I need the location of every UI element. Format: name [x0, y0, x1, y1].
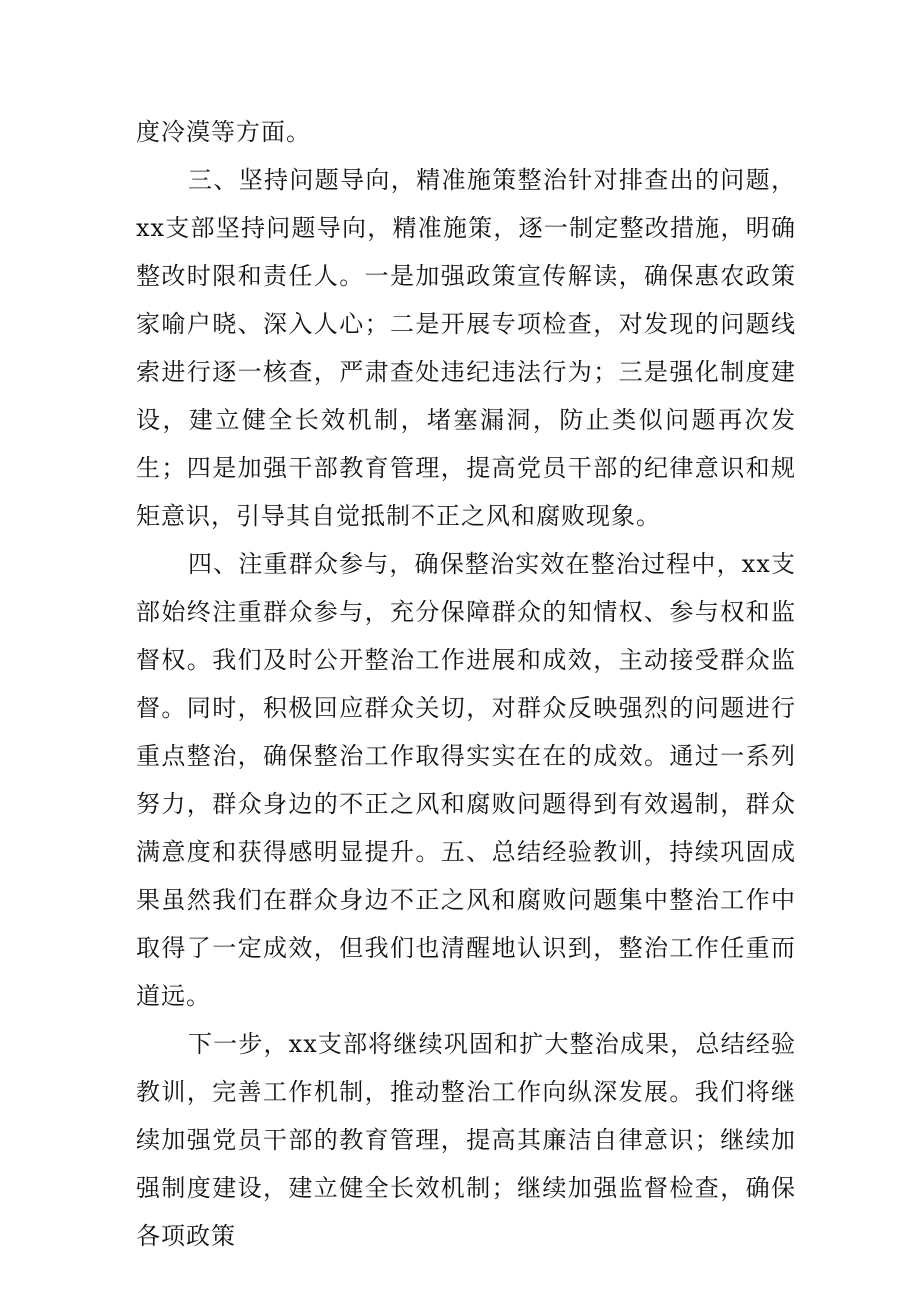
paragraph-next-steps: 下一步，xx支部将继续巩固和扩大整治成果，总结经验教训，完善工作机制，推动整治工作向纵深发展。我们将继续加强党员干部的教育管理，提高其廉洁自律意识；继续加强制度建设，建立健全长效机制；继续加强监督检查，确保各项政策: [136, 1030, 796, 1250]
document-body: [136, 108, 796, 1260]
paragraph-continuation: 度冷漠等方面。: [136, 118, 311, 146]
paragraph-section-four: 四、注重群众参与，确保整治实效在整治过程中，xx支部始终注重群众参与，充分保障群众的知情权、参与权和监督权。我们及时公开整治工作进展和成效，主动接受群众监督。同时，积极回应群众关切，对群众反映强烈的问题进行重点整治，确保整治工作取得实实在在的成效。通过一系列努力，群众身边的不正之风和腐败问题得到有效遏制，群众满意度和获得感明显提升。五、总结经验教训，持续巩固成果虽然我们在群众身边不正之风和腐败问题集中整治工作中取得了一定成效，但我们也清醒地认识到，整治工作任重而道远。: [136, 550, 796, 1010]
paragraph-section-three: 三、坚持问题导向，精准施策整治针对排查出的问题，xx支部坚持问题导向，精准施策，逐一制定整改措施，明确整改时限和责任人。一是加强政策宣传解读，确保惠农政策家喻户晓、深入人心；二是开展专项检查，对发现的问题线索进行逐一核查，严肃查处违纪违法行为；三是强化制度建设，建立健全长效机制，堵塞漏洞，防止类似问题再次发生；四是加强干部教育管理，提高党员干部的纪律意识和规矩意识，引导其自觉抵制不正之风和腐败现象。: [136, 166, 796, 530]
